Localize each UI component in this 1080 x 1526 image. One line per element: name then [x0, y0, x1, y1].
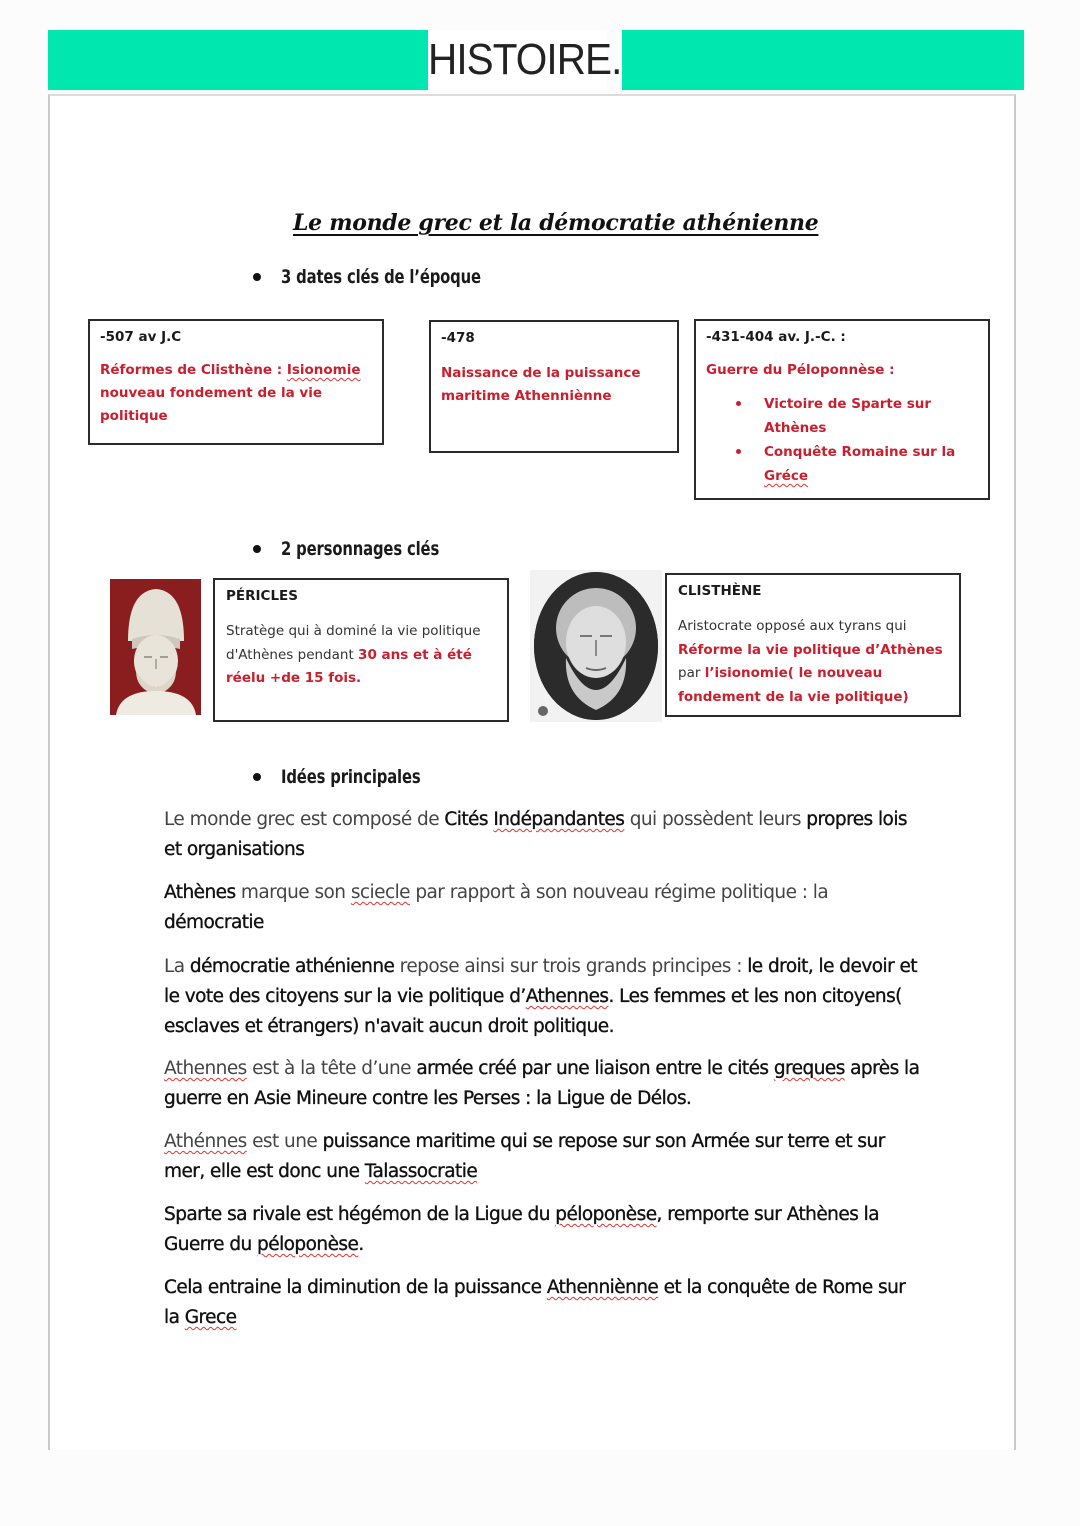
idea-paragraph-4: Athennes est à la tête d’une armée créé par une liaison entre le cités greques après la guerre en Asie Mineure contre les Perses : la Ligue de Délos. [164, 1058, 920, 1109]
spellcheck-word: Gréce [764, 468, 809, 484]
list-item: Conquête Romaine sur la Gréce [736, 440, 978, 488]
spellcheck-word: Athennes [525, 986, 609, 1007]
idea-paragraph-7: Cela entraine la diminution de la puissance Athenniènne et la conquête de Rome sur la Grece [164, 1277, 906, 1328]
pericles-portrait-image [110, 579, 201, 715]
person-description: Stratège qui à dominé la vie politique d'Athènes pendant 30 ans et à été réelu +de 15 fois. [226, 623, 481, 686]
bullet-icon [253, 545, 261, 553]
spellcheck-word: sciecle [350, 882, 410, 903]
section-label: Idées principales [281, 766, 421, 788]
idea-paragraph-1: Le monde grec est composé de Cités Indépandantes qui possèdent leurs propres lois et organisations [164, 809, 908, 860]
spellcheck-word: greques [773, 1058, 845, 1079]
section-ideas-heading [253, 766, 460, 788]
spellcheck-word: Talassocratie [364, 1161, 478, 1182]
section-label: 3 dates clés de l’époque [281, 266, 481, 288]
date-card-507 [88, 319, 384, 445]
idea-paragraph-3: La démocratie athénienne repose ainsi sur trois grands principes : le droit, le devoir et le vote des citoyens sur la vie politique d’Athennes. Les femmes et les non citoyens( esclaves et étrangers) n'avait aucun droit politique. [164, 956, 917, 1037]
image-badge-icon [538, 706, 548, 716]
banner-title: HISTOIRE. [428, 30, 606, 90]
date-bullets [706, 392, 978, 488]
person-card-clisthene [665, 573, 961, 717]
banner-accent-left [48, 30, 428, 90]
bullet-icon [253, 773, 261, 781]
bullet-icon [253, 273, 261, 281]
spellcheck-word: péloponèse [555, 1204, 657, 1225]
idea-paragraph-2: Athènes marque son sciecle par rapport à son nouveau régime politique : la démocratie [164, 882, 829, 933]
spellcheck-word: péloponèse [257, 1234, 359, 1255]
section-dates-heading [253, 266, 537, 288]
date-label: -507 av J.C [100, 329, 182, 345]
person-card-pericles [213, 578, 509, 722]
spellcheck-word: Athennes [164, 1058, 247, 1079]
banner-accent-right [622, 30, 1024, 90]
date-label: -431-404 av. J.-C. : [706, 329, 846, 345]
date-label: -478 [441, 330, 475, 346]
bust-icon [110, 579, 201, 715]
date-description: Réformes de Clisthène : Isionomie nouveau fondement de la vie politique [100, 362, 361, 424]
bust-icon [534, 572, 658, 720]
idea-paragraph-5: Athénnes est une puissance maritime qui se repose sur son Armée sur terre et sur mer, elle est donc une Talassocratie [164, 1131, 885, 1182]
person-name: CLISTHÈNE [678, 583, 762, 599]
list-item: Victoire de Sparte sur Athènes [736, 392, 978, 440]
spellcheck-word: Isionomie [286, 362, 361, 378]
spellcheck-word: Athénnes [164, 1131, 247, 1152]
document-title: Le monde grec et la démocratie athénienne [293, 210, 819, 236]
idea-paragraph-6: Sparte sa rivale est hégémon de la Ligue du péloponèse, remporte sur Athènes la Guerre du péloponèse. [164, 1204, 879, 1255]
person-description: Aristocrate opposé aux tyrans qui Réforme la vie politique d’Athènes par l’isionomie( le nouveau fondement de la vie politique) [678, 618, 943, 705]
section-people-heading [253, 538, 484, 560]
spellcheck-word: Grece [184, 1307, 237, 1328]
person-name: PÉRICLES [226, 588, 298, 604]
date-description: Naissance de la puissance maritime Athenniènne [441, 365, 641, 404]
spellcheck-word: Athenniènne [546, 1277, 659, 1298]
date-description: Guerre du Péloponnèse : [706, 362, 895, 378]
date-card-478 [429, 320, 679, 453]
date-card-431 [694, 319, 990, 500]
section-label: 2 personnages clés [281, 538, 440, 560]
clisthene-portrait-image [530, 570, 662, 722]
spellcheck-word: Indépandantes [493, 809, 625, 830]
